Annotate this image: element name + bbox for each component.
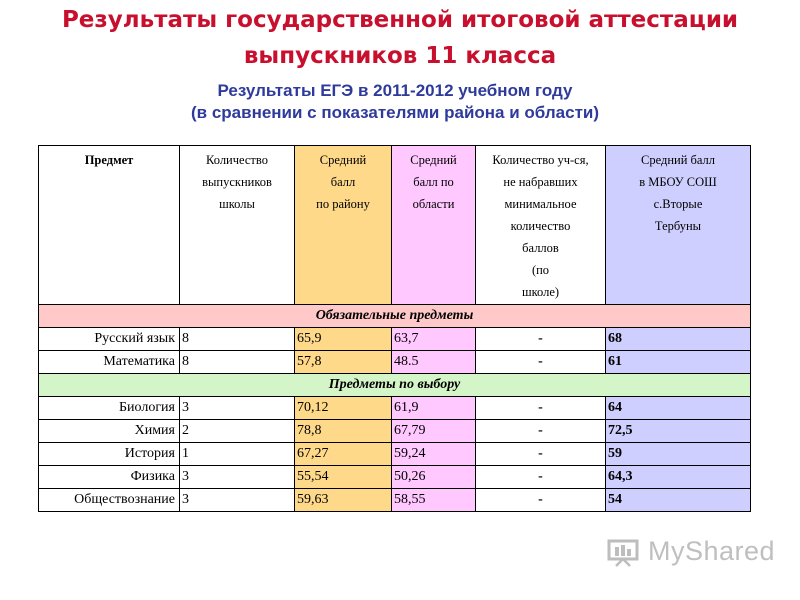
table-header-row xyxy=(39,146,751,305)
cell-subject: Физика xyxy=(39,466,180,489)
cell-graduates-count: 3 xyxy=(180,397,295,420)
cell-region-avg: 67,79 xyxy=(392,420,476,443)
header-text-line: баллов xyxy=(522,241,559,255)
cell-region-avg: 50,26 xyxy=(392,466,476,489)
section-row-elective xyxy=(39,374,751,397)
header-text-line: Количество xyxy=(206,153,268,167)
header-text-line: школе) xyxy=(521,285,560,299)
header-text-line: Средний xyxy=(319,153,367,167)
header-subject xyxy=(39,146,180,305)
header-text-line: школы xyxy=(219,197,255,211)
title-line-2: выпускников 11 класса xyxy=(243,43,557,69)
cell-region-avg: 59,24 xyxy=(392,443,476,466)
cell-district-avg: 59,63 xyxy=(295,489,392,512)
cell-school-avg: 68 xyxy=(606,328,751,351)
cell-below-min: - xyxy=(476,420,606,443)
cell-graduates-count: 8 xyxy=(180,328,295,351)
header-text-line: балл по xyxy=(413,175,454,189)
header-text-line: с.Вторые xyxy=(653,197,703,211)
header-region-avg xyxy=(392,146,476,305)
cell-below-min: - xyxy=(476,328,606,351)
watermark-logo xyxy=(606,536,775,567)
header-text-line: Средний балл xyxy=(640,153,716,167)
table-row xyxy=(39,489,751,512)
cell-school-avg: 59 xyxy=(606,443,751,466)
header-text-line: Тербуны xyxy=(654,219,702,233)
cell-subject: Русский язык xyxy=(39,328,180,351)
cell-district-avg: 78,8 xyxy=(295,420,392,443)
header-text-line: по району xyxy=(316,197,370,211)
table-row xyxy=(39,351,751,374)
cell-school-avg: 64,3 xyxy=(606,466,751,489)
header-text-line: не набравших xyxy=(503,175,578,189)
watermark-text: MyShared xyxy=(648,536,776,566)
page-title xyxy=(0,2,800,74)
cell-region-avg: 48.5 xyxy=(392,351,476,374)
header-text-line: выпускников xyxy=(202,175,272,189)
cell-subject: Химия xyxy=(39,420,180,443)
cell-school-avg: 54 xyxy=(606,489,751,512)
cell-school-avg: 61 xyxy=(606,351,751,374)
table-row xyxy=(39,397,751,420)
title-line-1: Результаты государственной итоговой аттестации xyxy=(61,7,739,33)
table-row xyxy=(39,328,751,351)
table-row xyxy=(39,466,751,489)
cell-district-avg: 65,9 xyxy=(295,328,392,351)
cell-subject: Обществознание xyxy=(39,489,180,512)
table-row xyxy=(39,420,751,443)
cell-below-min: - xyxy=(476,351,606,374)
cell-district-avg: 55,54 xyxy=(295,466,392,489)
cell-school-avg: 64 xyxy=(606,397,751,420)
results-table xyxy=(38,145,751,512)
cell-graduates-count: 3 xyxy=(180,489,295,512)
subtitle-line-2: (в сравнении с показателями района и области) xyxy=(190,103,600,122)
cell-region-avg: 58,55 xyxy=(392,489,476,512)
cell-graduates-count: 1 xyxy=(180,443,295,466)
cell-subject: Математика xyxy=(39,351,180,374)
header-text-line: Предмет xyxy=(84,153,134,167)
header-text-line: Средний xyxy=(410,153,457,167)
cell-district-avg: 70,12 xyxy=(295,397,392,420)
subtitle-line-1: Результаты ЕГЭ в 2011-2012 учебном году xyxy=(217,81,573,100)
header-below-min xyxy=(476,146,606,305)
header-text-line: балл xyxy=(330,175,356,189)
section-label: Обязательные предметы xyxy=(39,305,751,328)
header-district-avg xyxy=(295,146,392,305)
cell-below-min: - xyxy=(476,397,606,420)
header-text-line: в МБОУ СОШ xyxy=(639,175,717,189)
cell-district-avg: 57,8 xyxy=(295,351,392,374)
cell-school-avg: 72,5 xyxy=(606,420,751,443)
header-graduates-count xyxy=(180,146,295,305)
presentation-board-icon xyxy=(606,537,642,567)
section-row-required xyxy=(39,305,751,328)
header-text-line: минимальное xyxy=(504,197,577,211)
cell-below-min: - xyxy=(476,443,606,466)
table-row xyxy=(39,443,751,466)
cell-region-avg: 61,9 xyxy=(392,397,476,420)
cell-region-avg: 63,7 xyxy=(392,328,476,351)
header-text-line: количество xyxy=(510,219,571,233)
cell-graduates-count: 8 xyxy=(180,351,295,374)
header-school-avg xyxy=(606,146,751,305)
cell-graduates-count: 2 xyxy=(180,420,295,443)
cell-graduates-count: 3 xyxy=(180,466,295,489)
cell-subject: История xyxy=(39,443,180,466)
header-text-line: (по xyxy=(531,263,550,277)
cell-below-min: - xyxy=(476,489,606,512)
cell-district-avg: 67,27 xyxy=(295,443,392,466)
section-label: Предметы по выбору xyxy=(39,374,751,397)
header-text-line: области xyxy=(412,197,455,211)
header-text-line: Количество уч-ся, xyxy=(492,153,589,167)
cell-below-min: - xyxy=(476,466,606,489)
cell-subject: Биология xyxy=(39,397,180,420)
page-subtitle xyxy=(0,80,790,124)
